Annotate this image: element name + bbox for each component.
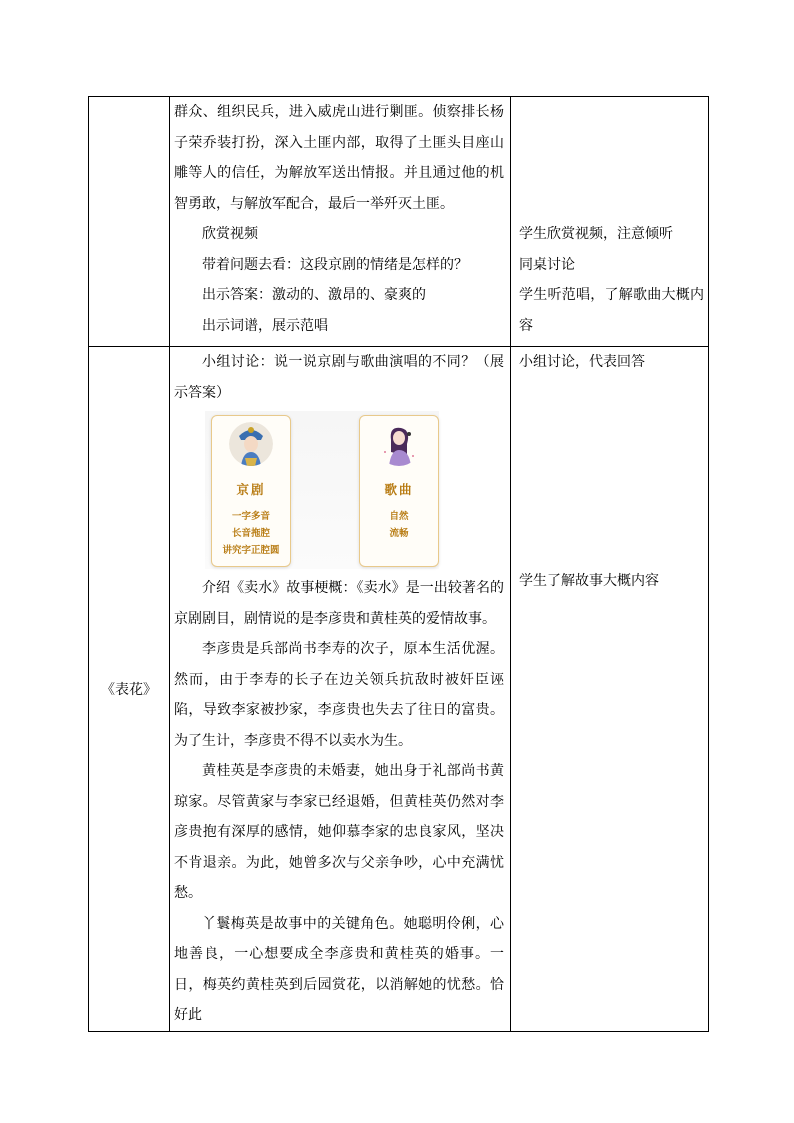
comparison-card-opera <box>211 415 291 567</box>
opera-performer-icon <box>229 422 273 466</box>
paragraph: 丫鬟梅英是故事中的关键角色。她聪明伶俐，心地善良，一心想要成全李彦贵和黄桂英的婚事。一日，梅英约黄桂英到后园赏花，以消解她的忧愁。恰好此 <box>174 915 504 1023</box>
table-row <box>89 97 709 347</box>
card-title: 歌曲 <box>384 482 414 497</box>
lesson-plan-table <box>88 96 709 1032</box>
paragraph: 小组讨论：说一说京剧与歌曲演唱的不同？（展示答案） <box>174 354 504 401</box>
paragraph: 同桌讨论 <box>519 256 575 273</box>
section-label: 《表花》 <box>101 681 157 698</box>
teacher-activity-cell <box>170 97 511 347</box>
stage-cell <box>89 347 170 1032</box>
card-line: 自然 <box>389 511 409 522</box>
paragraph: 小组讨论，代表回答 <box>519 354 645 370</box>
card-line: 流畅 <box>389 528 409 539</box>
table-row <box>89 347 709 1032</box>
paragraph: 群众、组织民兵，进入威虎山进行剿匪。侦察排长杨子荣乔装打扮，深入土匪内部，取得了土匪头目座山雕等人的信任，为解放军送出情报。并且通过他的机智勇敢，与解放军配合，最后一举歼灭土匪。 <box>174 104 504 212</box>
comparison-illustration <box>205 411 439 569</box>
card-line: 长音拖腔 <box>231 528 270 539</box>
paragraph: 出示词谱，展示范唱 <box>202 317 328 334</box>
paragraph: 出示答案：激动的、激昂的、豪爽的 <box>202 287 426 303</box>
paragraph: 介绍《卖水》故事梗概：《卖水》是一出较著名的京剧剧目，剧情说的是李彦贵和黄桂英的爱情故事。 <box>174 580 504 627</box>
paragraph: 欣赏视频 <box>202 226 258 242</box>
student-activity-cell <box>511 97 709 347</box>
comparison-card-song <box>359 415 439 567</box>
card-title: 京剧 <box>236 482 266 497</box>
paragraph: 带着问题去看：这段京剧的情绪是怎样的？ <box>202 256 468 273</box>
card-line: 讲究字正腔圆 <box>222 545 280 556</box>
paragraph: 黄桂英是李彦贵的未婚妻，她出身于礼部尚书黄琼家。尽管黄家与李家已经退婚，但黄桂英仍然对李彦贵抱有深厚的感情，她仰慕李家的忠良家风，坚决不肯退亲。为此，她曾多次与父亲争吵，心中充满忧愁。 <box>174 763 504 901</box>
teacher-activity-cell <box>170 347 511 1032</box>
paragraph: 学生听范唱，了解歌曲大概内容 <box>519 287 704 334</box>
singer-icon <box>377 422 421 466</box>
card-line: 一字多音 <box>231 511 270 522</box>
paragraph: 李彦贵是兵部尚书李寿的次子，原本生活优渥。然而，由于李寿的长子在边关领兵抗敌时被奸臣诬陷，导致李家被抄家，李彦贵也失去了往日的富贵。为了生计，李彦贵不得不以卖水为生。 <box>174 641 504 749</box>
student-activity-cell <box>511 347 709 1032</box>
paragraph: 学生了解故事大概内容 <box>519 572 659 589</box>
stage-cell-empty <box>89 97 170 347</box>
paragraph: 学生欣赏视频，注意倾听 <box>519 226 673 242</box>
